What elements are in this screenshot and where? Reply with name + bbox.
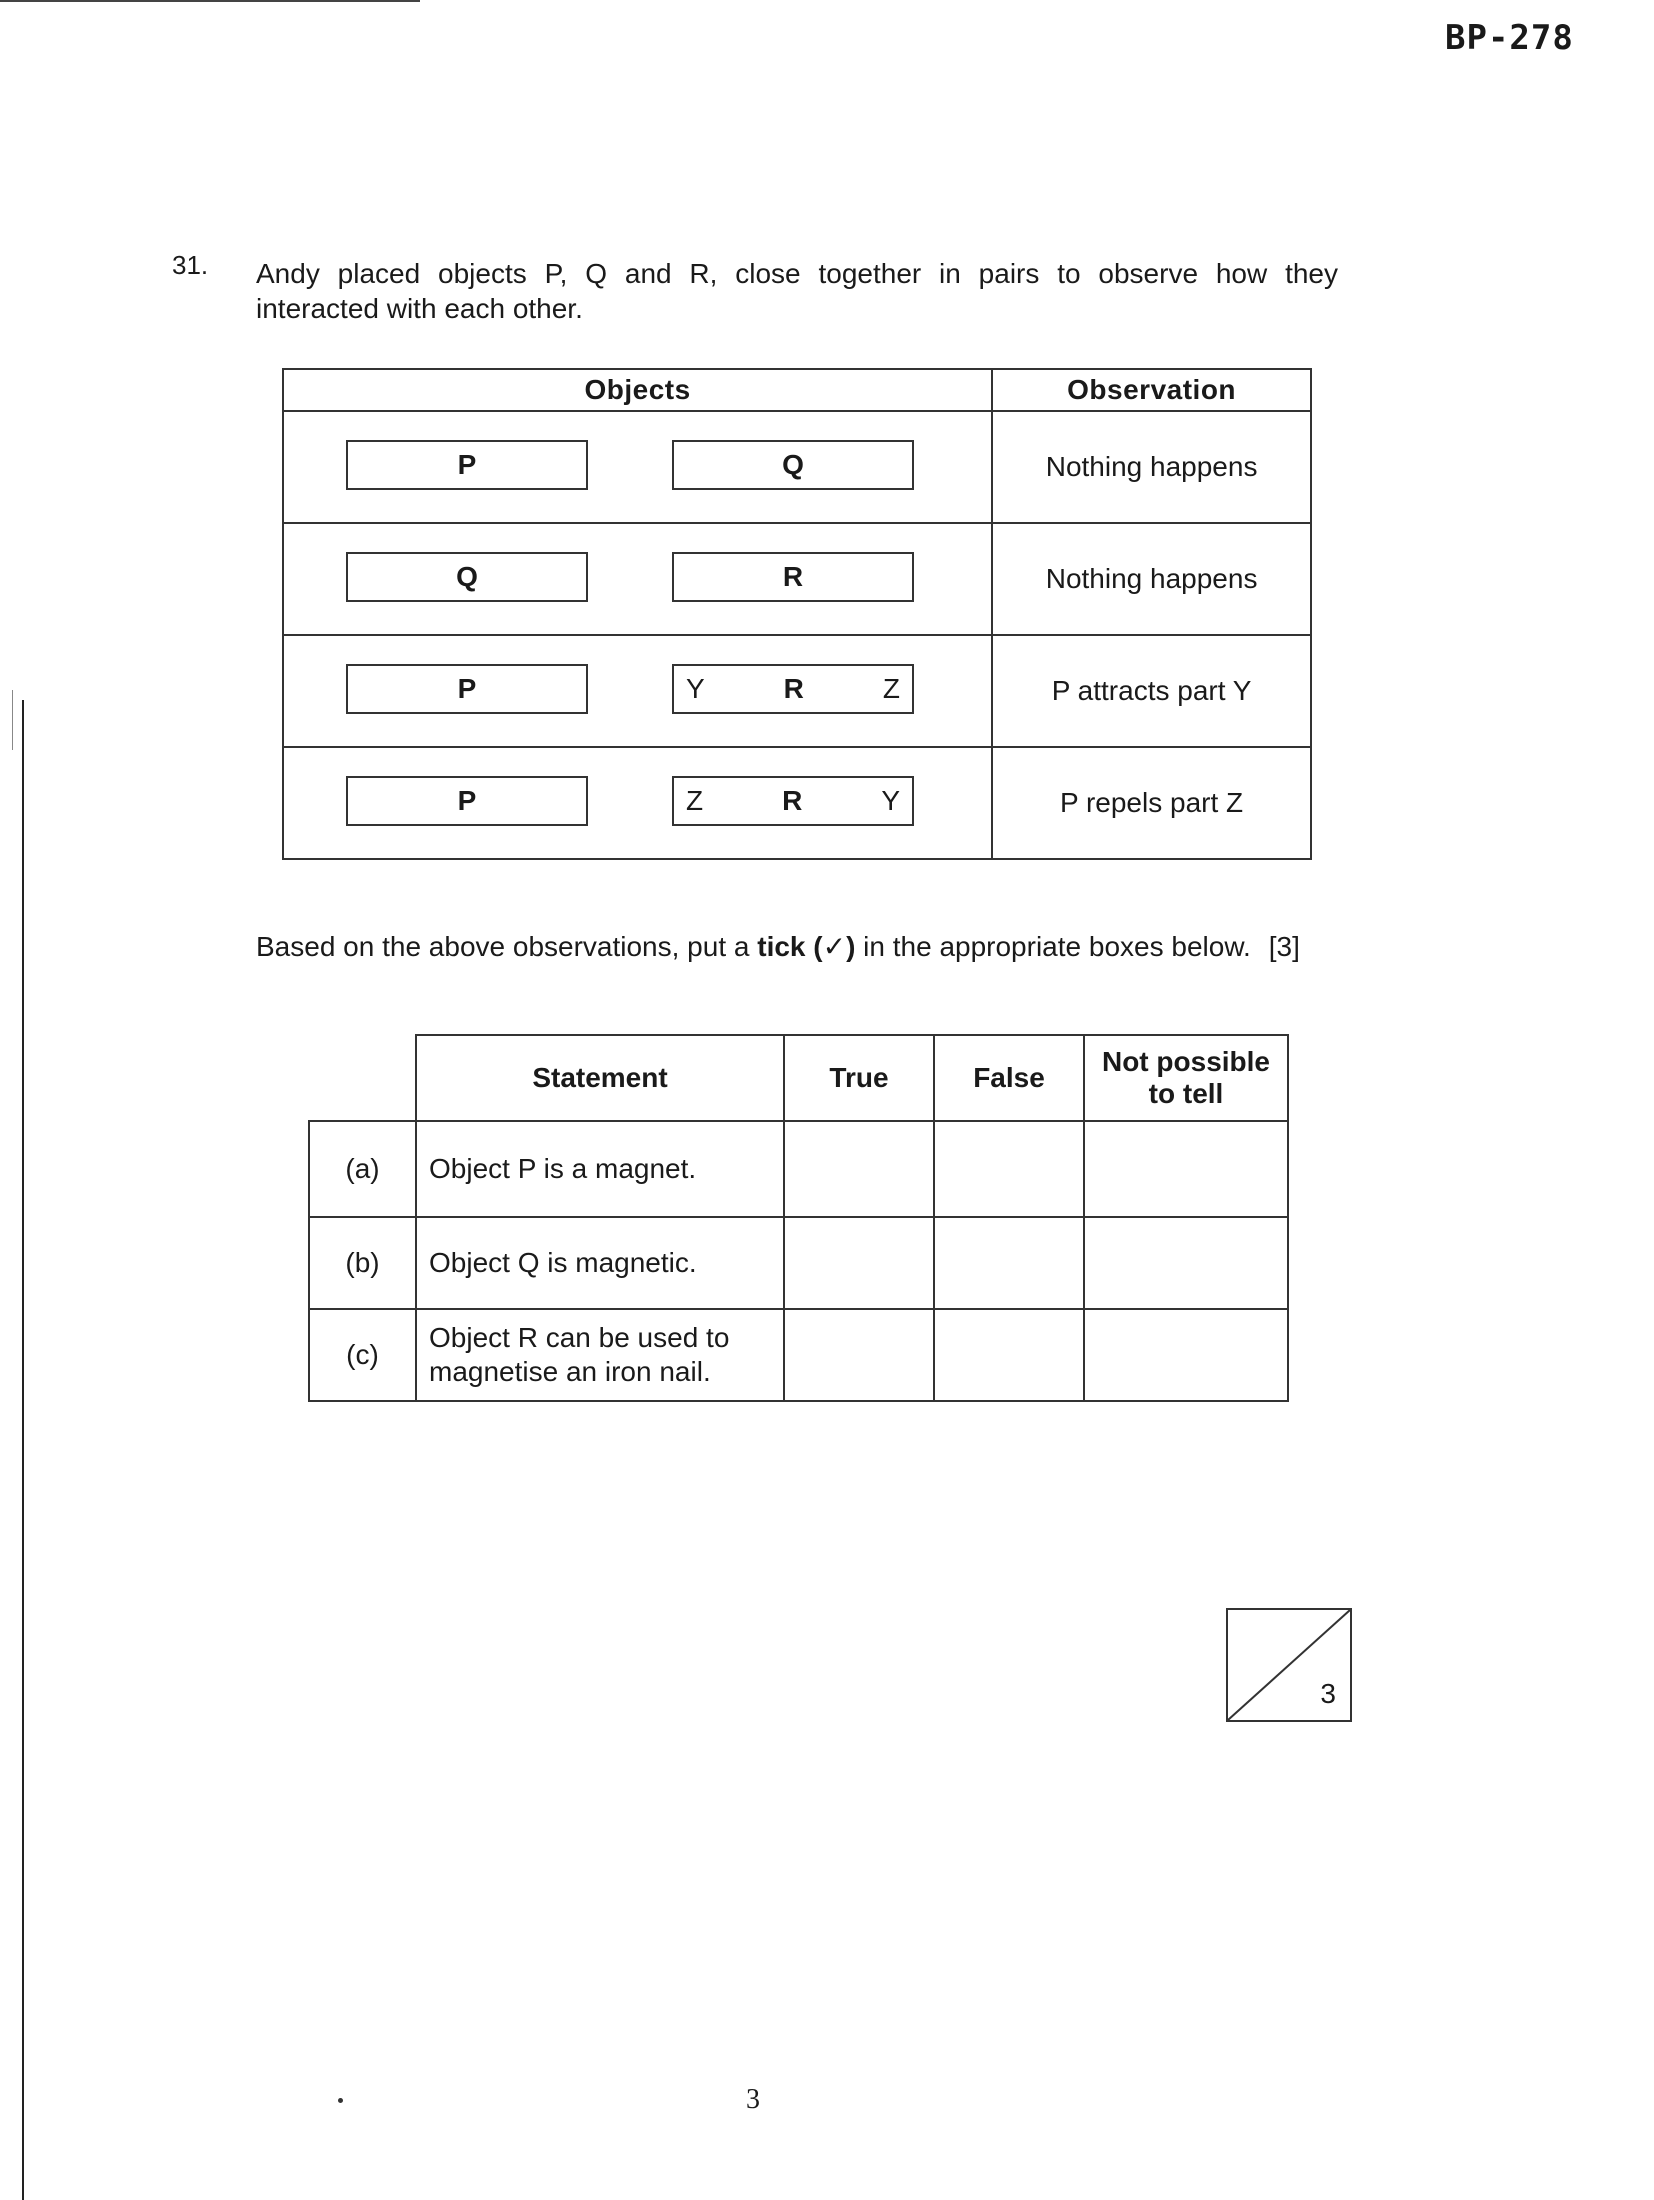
statement-cell: Object P is a magnet. bbox=[416, 1121, 784, 1217]
table-row bbox=[309, 1309, 1288, 1401]
instruction-marks: [3] bbox=[1268, 931, 1300, 962]
false-header: False bbox=[934, 1035, 1084, 1121]
object-name: R bbox=[783, 673, 804, 704]
object-part-right: Z bbox=[882, 673, 900, 704]
object-box-right: Q bbox=[672, 440, 914, 490]
left-margin-rule bbox=[22, 700, 24, 2200]
true-tick-box[interactable] bbox=[784, 1121, 934, 1217]
instruction-text bbox=[256, 930, 1300, 963]
not-possible-line-2: to tell bbox=[1148, 1078, 1224, 1109]
tick-answer-table bbox=[308, 1034, 1289, 1402]
object-pair-cell bbox=[283, 411, 992, 523]
true-tick-box[interactable] bbox=[784, 1309, 934, 1401]
row-label: (c) bbox=[309, 1309, 416, 1401]
left-margin-tick bbox=[12, 690, 13, 750]
not-possible-tick-box[interactable] bbox=[1084, 1217, 1288, 1309]
paper-code: BP-278 bbox=[1445, 18, 1574, 58]
object-part-left: Z bbox=[686, 785, 704, 816]
instruction-tick: tick (✓) bbox=[757, 931, 856, 962]
table-row bbox=[309, 1121, 1288, 1217]
score-box bbox=[1226, 1608, 1352, 1722]
object-box-right: R bbox=[672, 552, 914, 602]
table-row bbox=[309, 1217, 1288, 1309]
question-text-line-2: interacted with each other. bbox=[256, 293, 583, 324]
object-name: R bbox=[782, 785, 803, 816]
row-label: (b) bbox=[309, 1217, 416, 1309]
object-pair-cell bbox=[283, 747, 992, 859]
object-box-left: P bbox=[346, 440, 588, 490]
observation-cell: P repels part Z bbox=[992, 747, 1311, 859]
stray-mark bbox=[338, 2098, 343, 2103]
score-max: 3 bbox=[1320, 1678, 1336, 1709]
blank-corner-cell bbox=[309, 1035, 416, 1121]
observation-cell: Nothing happens bbox=[992, 523, 1311, 635]
true-header: True bbox=[784, 1035, 934, 1121]
false-tick-box[interactable] bbox=[934, 1309, 1084, 1401]
observation-cell: P attracts part Y bbox=[992, 635, 1311, 747]
statement-line-2: magnetise an iron nail. bbox=[429, 1356, 711, 1387]
object-pair-cell bbox=[283, 635, 992, 747]
objects-observation-table bbox=[282, 368, 1312, 860]
false-tick-box[interactable] bbox=[934, 1121, 1084, 1217]
object-box-left: P bbox=[346, 664, 588, 714]
object-part-left: Y bbox=[686, 673, 705, 704]
statement-line-1: Object R can be used to bbox=[429, 1322, 730, 1353]
false-tick-box[interactable] bbox=[934, 1217, 1084, 1309]
observation-header: Observation bbox=[992, 369, 1311, 411]
object-box-left: P bbox=[346, 776, 588, 826]
object-box-right-split bbox=[672, 776, 914, 826]
not-possible-line-1: Not possible bbox=[1101, 1046, 1270, 1077]
row-label: (a) bbox=[309, 1121, 416, 1217]
statement-cell bbox=[416, 1309, 784, 1401]
not-possible-header bbox=[1084, 1035, 1288, 1121]
table-row bbox=[283, 523, 1311, 635]
table-row bbox=[283, 635, 1311, 747]
object-box-right-split bbox=[672, 664, 914, 714]
instruction-after: in the appropriate boxes below. bbox=[855, 931, 1251, 962]
question-number: 31. bbox=[172, 250, 209, 280]
question-text bbox=[256, 256, 1338, 326]
statement-cell: Object Q is magnetic. bbox=[416, 1217, 784, 1309]
table-row bbox=[283, 411, 1311, 523]
not-possible-tick-box[interactable] bbox=[1084, 1309, 1288, 1401]
object-pair-cell bbox=[283, 523, 992, 635]
page-number: 3 bbox=[746, 2084, 760, 2115]
top-edge-rule bbox=[0, 0, 420, 2]
statement-header: Statement bbox=[416, 1035, 784, 1121]
objects-header: Objects bbox=[283, 369, 992, 411]
object-part-right: Y bbox=[881, 785, 900, 816]
true-tick-box[interactable] bbox=[784, 1217, 934, 1309]
instruction-before: Based on the above observations, put a bbox=[256, 931, 758, 962]
observation-cell: Nothing happens bbox=[992, 411, 1311, 523]
not-possible-tick-box[interactable] bbox=[1084, 1121, 1288, 1217]
question-text-line-1: Andy placed objects P, Q and R, close together in pairs to observe how they bbox=[256, 258, 1338, 289]
table-row bbox=[283, 747, 1311, 859]
object-box-left: Q bbox=[346, 552, 588, 602]
